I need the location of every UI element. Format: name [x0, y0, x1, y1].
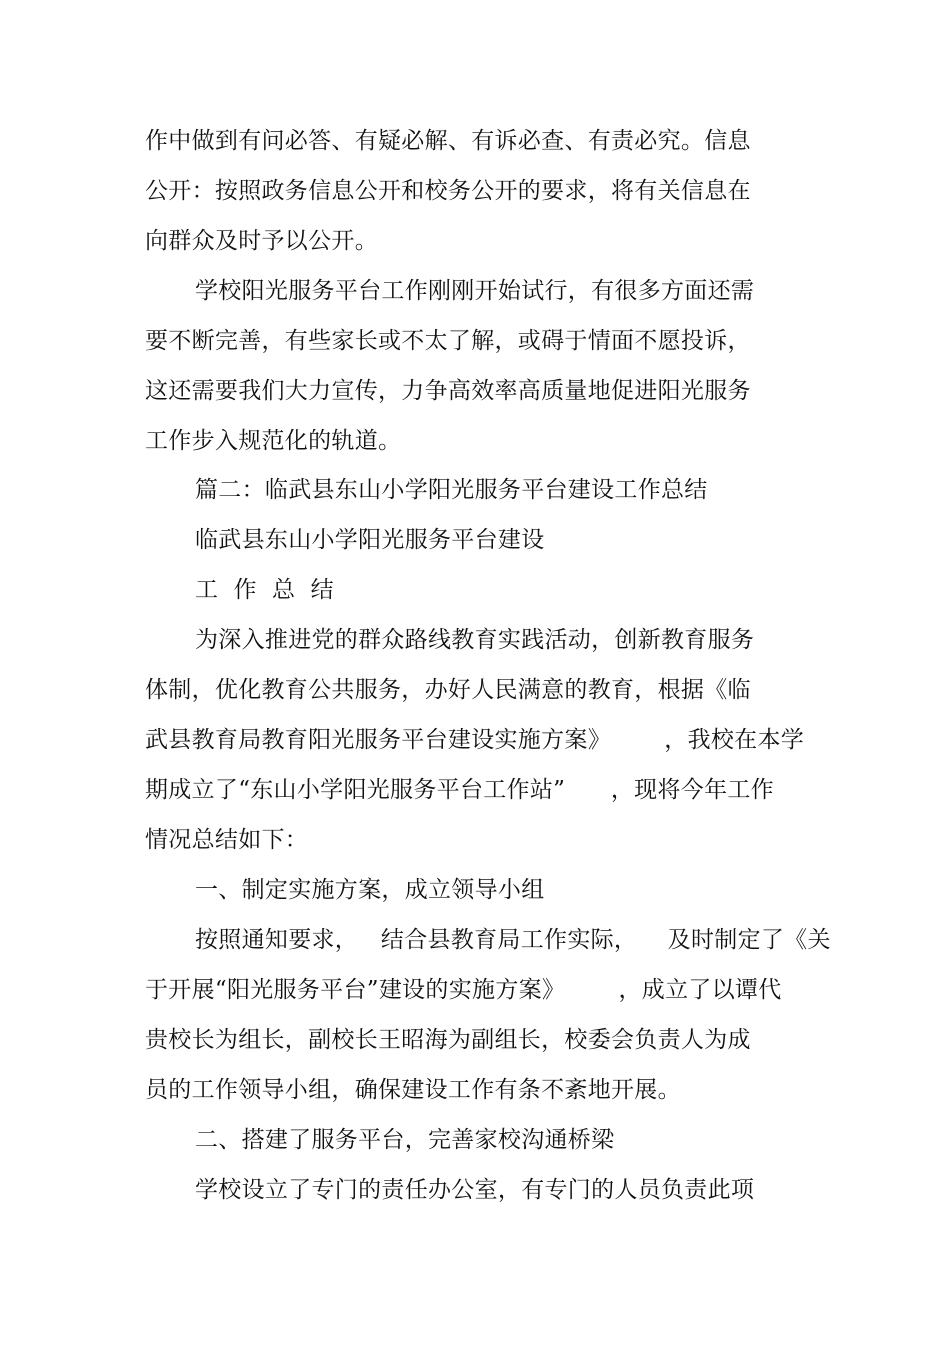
- section-heading: 篇二：临武县东山小学阳光服务平台建设工作总结: [195, 477, 708, 503]
- section-heading: 二、搭建了服务平台，完善家校沟通桥梁: [195, 1127, 615, 1153]
- text-line: 公开：按照政务信息公开和校务公开的要求，将有关信息在: [145, 178, 751, 204]
- text-line: 贵校长为组长，副校长王昭海为副组长，校委会负责人为成: [145, 1027, 751, 1053]
- document-subtitle: 工 作 总 结: [195, 577, 334, 603]
- text-line: 向群众及时予以公开。: [145, 228, 378, 254]
- text-line: 这还需要我们大力宣传，力争高效率高质量地促进阳光服务: [145, 378, 751, 404]
- text-line: 情况总结如下：: [145, 827, 309, 853]
- text-line: 要不断完善，有些家长或不太了解，或碍于情面不愿投诉，: [145, 328, 751, 354]
- paragraph-start-line: 学校阳光服务平台工作刚刚开始试行，有很多方面还需: [195, 278, 755, 304]
- section-heading: 一、制定实施方案，成立领导小组: [195, 877, 545, 903]
- text-line: 作中做到有问必答、有疑必解、有诉必查、有责必究。信息: [145, 128, 751, 154]
- paragraph-start-line: 为深入推进党的群众路线教育实践活动，创新教育服务: [195, 627, 755, 653]
- text-line: 体制，优化教育公共服务，办好人民满意的教育，根据《临: [145, 677, 751, 703]
- text-line: 于开展“阳光服务平台”建设的实施方案》 ，成立了以谭代: [145, 977, 782, 1003]
- document-title: 临武县东山小学阳光服务平台建设: [195, 527, 545, 553]
- text-line: 期成立了“东山小学阳光服务平台工作站” ，现将今年工作: [145, 777, 774, 803]
- paragraph-start-line: 按照通知要求， 结合县教育局工作实际， 及时制定了《关: [195, 927, 831, 953]
- text-line: 员的工作领导小组，确保建设工作有条不紊地开展。: [145, 1077, 681, 1103]
- paragraph-start-line: 学校设立了专门的责任办公室，有专门的人员负责此项: [195, 1177, 755, 1203]
- text-line: 武县教育局教育阳光服务平台建设实施方案》 ，我校在本学: [145, 727, 805, 753]
- text-line: 工作步入规范化的轨道。: [145, 428, 402, 454]
